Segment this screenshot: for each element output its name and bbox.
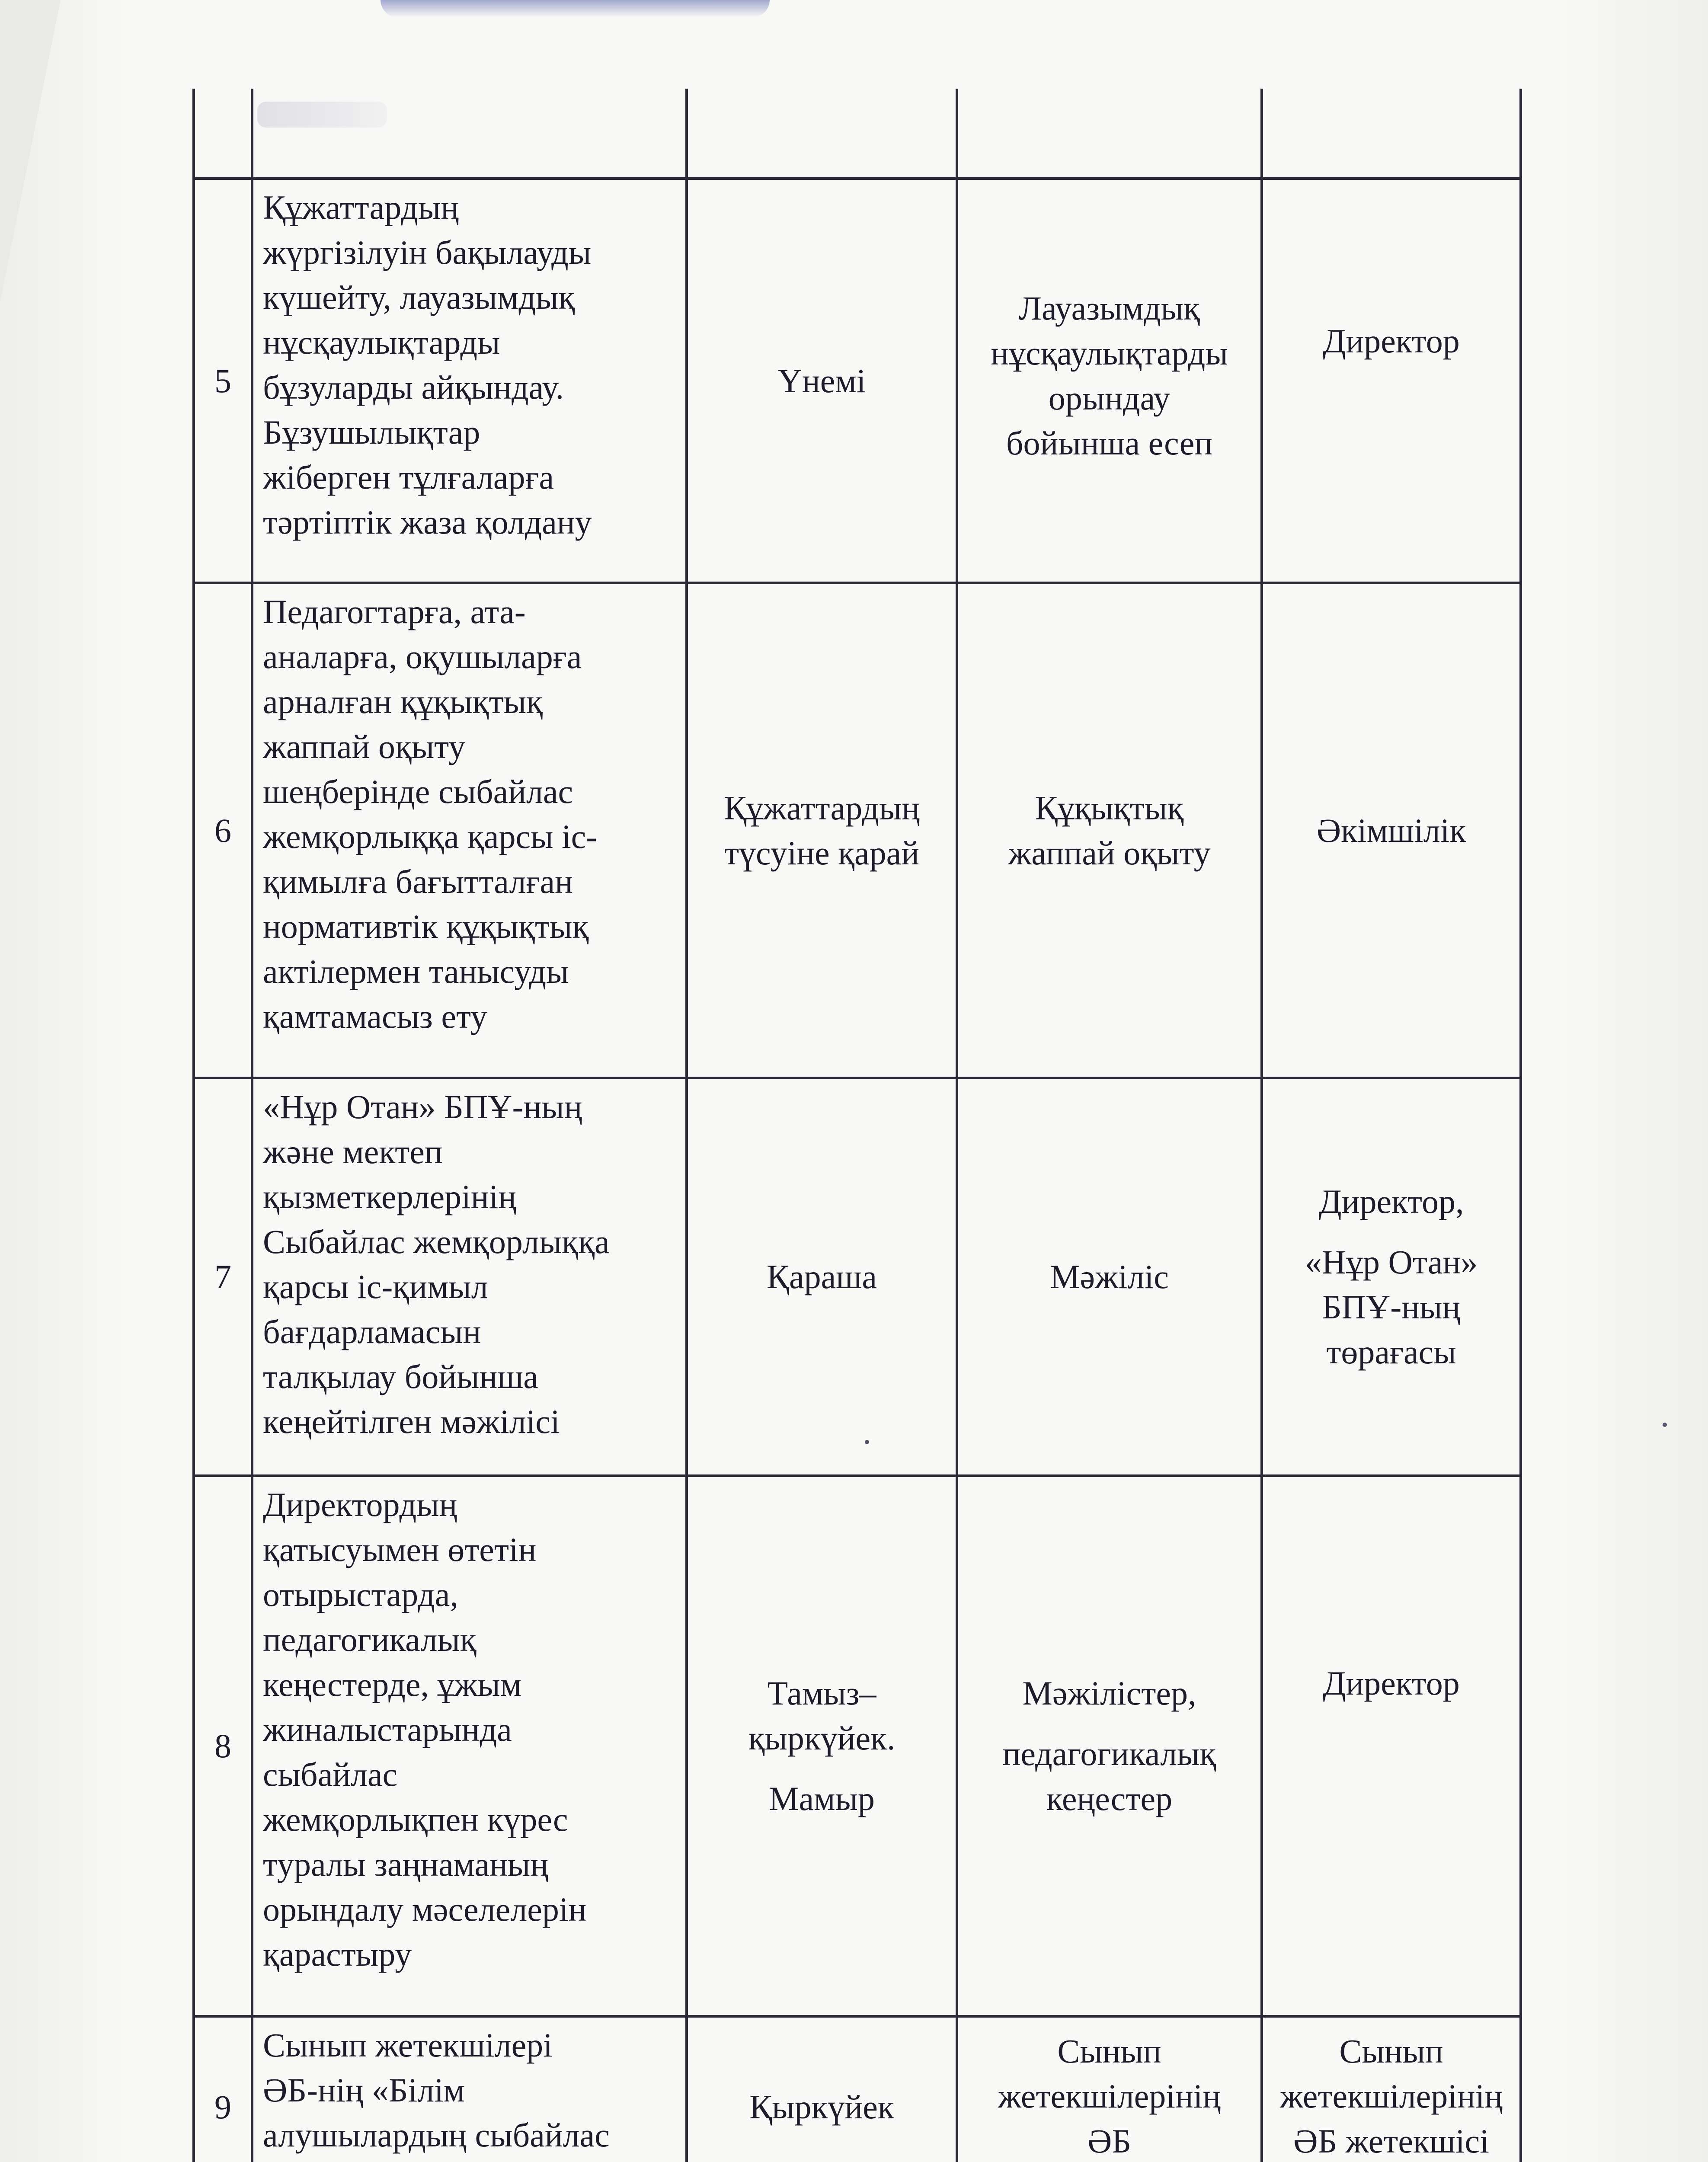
row-6-responsible: Әкімшілік bbox=[1316, 811, 1466, 849]
row-7-responsible-line-1: Директор, bbox=[1318, 1183, 1464, 1220]
row-5-form: Лауазымдық нұсқаулықтарды орындау бойынша есеп bbox=[991, 289, 1228, 462]
row-7-deadline: Қараша bbox=[767, 1258, 877, 1295]
row-5-responsible: Директор bbox=[1323, 322, 1460, 360]
row-9-task: Сынып жетекшілері ӘБ-нің «Білім алушылардың сыбайлас bbox=[263, 2026, 610, 2154]
row-6-deadline: Құжаттардың түсуіне қарай bbox=[723, 789, 920, 872]
scan-speck bbox=[865, 1440, 869, 1444]
ink-smudge bbox=[381, 0, 770, 17]
row-8-form-line-1: Мәжілістер, bbox=[1022, 1674, 1196, 1712]
row-9-number: 9 bbox=[214, 2088, 231, 2126]
row-8-deadline bbox=[688, 1477, 956, 2015]
row-8-form-line-2: педагогикалық кеңестер bbox=[1002, 1735, 1216, 1817]
row-8-form bbox=[958, 1477, 1260, 2015]
faded-text-remnant bbox=[257, 102, 387, 128]
row-7-task: «Нұр Отан» БПҰ-ның және мектеп қызметкерлерінің Сыбайлас жемқорлыққа қарсы іс-қимыл бағдарламасын талқылау бойынша кеңейтілген мәжілісі bbox=[263, 1088, 610, 1440]
row-7-responsible bbox=[1263, 1079, 1519, 1474]
row-9-deadline: Қыркүйек bbox=[749, 2088, 894, 2126]
row-6-task: Педагогтарға, ата- аналарға, оқушыларға арналған құқықтық жаппай оқыту шеңберінде сыбайлас жемқорлыққа қарсы іс- қимылға бағытталған нормативтік құқықтық актілермен танысуды қамтамасыз ету bbox=[263, 593, 598, 1035]
page-corner-fold bbox=[0, 0, 61, 303]
row-7-responsible-line-2: «Нұр Отан» БПҰ-ның төрағасы bbox=[1305, 1243, 1478, 1371]
row-6-form: Құқықтық жаппай оқыту bbox=[1008, 789, 1211, 872]
row-8-deadline-line-1: Тамыз– қыркүйек. bbox=[748, 1674, 896, 1757]
plan-table bbox=[192, 89, 1522, 2162]
row-7-number: 7 bbox=[214, 1258, 231, 1295]
row-5-deadline: Үнемі bbox=[777, 361, 866, 400]
row-5-number: 5 bbox=[214, 361, 231, 400]
row-8-responsible: Директор bbox=[1323, 1664, 1460, 1702]
row-8-deadline-line-2: Мамыр bbox=[769, 1780, 875, 1817]
scan-speck bbox=[1663, 1423, 1667, 1427]
row-5-task: Құжаттардың жүргізілуін бақылауды күшейту, лауазымдық нұсқаулықтарды бұзуларды айқындау. Бұзушылықтар жіберген тұлғаларға тәртіптік жаза қолдану bbox=[263, 189, 592, 541]
table-border-right bbox=[1519, 89, 1522, 2162]
row-9-responsible: Сынып жетекшілерінің ӘБ жетекшісі bbox=[1279, 2032, 1503, 2160]
row-7-form: Мәжіліс bbox=[1050, 1258, 1169, 1295]
row-6-number: 6 bbox=[214, 811, 231, 849]
row-9-form: Сынып жетекшілерінің ӘБ bbox=[998, 2032, 1221, 2160]
row-8-number: 8 bbox=[214, 1727, 231, 1765]
row-8-task: Директордың қатысуымен өтетін отырыстарда, педагогикалық кеңестерде, ұжым жиналыстарында сыбайлас жемқорлықпен күрес туралы заңнаманың орындалу мәселелерін қарастыру bbox=[263, 1486, 587, 1973]
